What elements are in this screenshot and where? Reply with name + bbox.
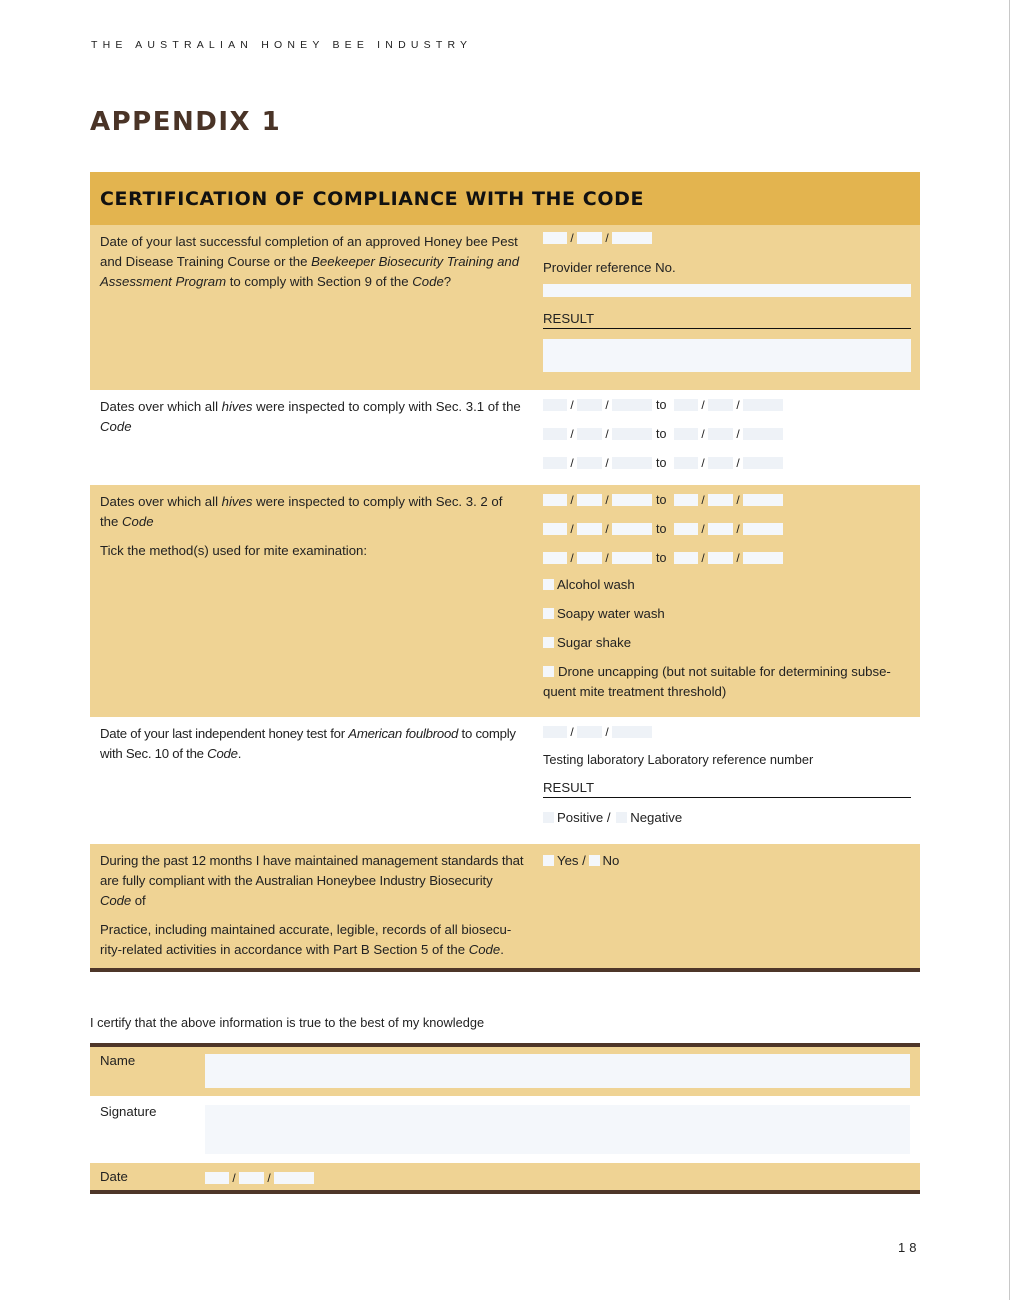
page-edge-divider bbox=[1009, 0, 1010, 1300]
year-input[interactable] bbox=[612, 726, 652, 738]
checkbox[interactable] bbox=[543, 666, 554, 677]
from-month-input[interactable] bbox=[577, 399, 602, 411]
from-month-input[interactable] bbox=[577, 457, 602, 469]
to-month-input[interactable] bbox=[708, 523, 733, 535]
from-month-input[interactable] bbox=[577, 523, 602, 535]
yes-no-options: Yes / No bbox=[543, 851, 910, 880]
to-month-input[interactable] bbox=[708, 552, 733, 564]
page-number: 18 bbox=[898, 1240, 921, 1255]
to-month-input[interactable] bbox=[708, 457, 733, 469]
to-year-input[interactable] bbox=[743, 428, 783, 440]
result-label: RESULT bbox=[543, 780, 911, 798]
checkbox[interactable] bbox=[543, 579, 554, 590]
question-inspection-3-2: Dates over which all hives were inspected to comply with Sec. 3. 2 of the Code Tick the method(s) used for mite examination: bbox=[90, 485, 534, 717]
provider-reference-input[interactable] bbox=[543, 284, 911, 297]
to-day-input[interactable] bbox=[674, 494, 698, 506]
from-month-input[interactable] bbox=[577, 428, 602, 440]
date-range-row: / / to / / bbox=[543, 428, 910, 457]
checkbox[interactable] bbox=[543, 637, 554, 648]
no-checkbox[interactable] bbox=[589, 855, 600, 866]
answer-training-course bbox=[534, 225, 920, 390]
row-inspection-3-2 bbox=[90, 485, 920, 717]
yes-checkbox[interactable] bbox=[543, 855, 554, 866]
row-management-standards bbox=[90, 844, 920, 968]
year-input[interactable] bbox=[612, 232, 652, 244]
from-year-input[interactable] bbox=[612, 428, 652, 440]
method-drone-uncapping[interactable]: Drone uncapping (but not suitable for determining subse-quent mite treatment threshold) bbox=[543, 664, 891, 699]
from-day-input[interactable] bbox=[543, 428, 567, 440]
checkbox[interactable] bbox=[543, 608, 554, 619]
name-label: Name bbox=[100, 1053, 136, 1068]
to-month-input[interactable] bbox=[708, 399, 733, 411]
form-title: CERTIFICATION OF COMPLIANCE WITH THE CODE bbox=[90, 172, 920, 225]
certify-statement: I certify that the above information is true to the best of my knowledge bbox=[90, 1015, 485, 1030]
row-training-course bbox=[90, 225, 920, 390]
answer-inspection-3-1 bbox=[534, 390, 920, 485]
result-options: Positive / Negative bbox=[543, 808, 910, 837]
to-month-input[interactable] bbox=[708, 428, 733, 440]
to-month-input[interactable] bbox=[708, 494, 733, 506]
certification-form bbox=[90, 172, 920, 972]
answer-inspection-3-2 bbox=[534, 485, 920, 717]
from-month-input[interactable] bbox=[577, 494, 602, 506]
from-day-input[interactable] bbox=[543, 457, 567, 469]
day-input[interactable] bbox=[543, 232, 567, 244]
question-inspection-3-1: Dates over which all hives were inspected to comply with Sec. 3.1 of the Code bbox=[100, 399, 521, 434]
date-range-row: / / to / / bbox=[543, 399, 910, 428]
row-inspection-3-1 bbox=[90, 390, 920, 485]
month-input[interactable] bbox=[239, 1172, 264, 1184]
signature-label: Signature bbox=[100, 1104, 157, 1119]
question-honey-test: Date of your last independent honey test for American foulbrood to comply with Sec. 10 of the Code. bbox=[100, 726, 516, 761]
to-day-input[interactable] bbox=[674, 523, 698, 535]
month-input[interactable] bbox=[577, 232, 602, 244]
positive-checkbox[interactable] bbox=[543, 812, 554, 823]
to-year-input[interactable] bbox=[743, 552, 783, 564]
date-label: Date bbox=[100, 1169, 128, 1184]
running-head: THE AUSTRALIAN HONEY BEE INDUSTRY bbox=[91, 39, 473, 51]
month-input[interactable] bbox=[577, 726, 602, 738]
negative-checkbox[interactable] bbox=[616, 812, 627, 823]
date-range-row: / / to / / bbox=[543, 494, 910, 523]
to-year-input[interactable] bbox=[743, 523, 783, 535]
from-year-input[interactable] bbox=[612, 552, 652, 564]
signature-block bbox=[90, 1043, 920, 1194]
date-range-row: / / to / / bbox=[543, 552, 910, 581]
to-day-input[interactable] bbox=[674, 428, 698, 440]
name-row bbox=[90, 1047, 920, 1096]
completion-date-field: / / bbox=[543, 232, 910, 254]
to-year-input[interactable] bbox=[743, 457, 783, 469]
method-soapy-water-wash[interactable]: Soapy water wash bbox=[543, 604, 910, 633]
from-year-input[interactable] bbox=[612, 399, 652, 411]
question-management-standards: During the past 12 months I have maintained management standards that are fully compliant with the Australian Honeybee Industry Biosecurity Code of Practice, including maintained accurate, legible, records of all biosecu-rity-related activities in accordance with Part B Section 5 of the Code. bbox=[100, 853, 524, 957]
day-input[interactable] bbox=[205, 1172, 229, 1184]
method-sugar-shake[interactable]: Sugar shake bbox=[543, 633, 910, 662]
to-year-input[interactable] bbox=[743, 399, 783, 411]
day-input[interactable] bbox=[543, 726, 567, 738]
tick-prompt: Tick the method(s) used for mite examination: bbox=[100, 543, 368, 558]
date-range-row: / / to / / bbox=[543, 457, 910, 486]
signature-date-field: / / bbox=[205, 1163, 314, 1190]
row-honey-test bbox=[90, 717, 920, 844]
name-input[interactable] bbox=[205, 1054, 910, 1088]
from-year-input[interactable] bbox=[612, 494, 652, 506]
from-year-input[interactable] bbox=[612, 457, 652, 469]
date-range-row: / / to / / bbox=[543, 523, 910, 552]
from-day-input[interactable] bbox=[543, 552, 567, 564]
honey-test-date-field: / / bbox=[543, 726, 910, 752]
date-row bbox=[90, 1163, 920, 1190]
to-day-input[interactable] bbox=[674, 457, 698, 469]
from-day-input[interactable] bbox=[543, 494, 567, 506]
appendix-title: APPENDIX 1 bbox=[90, 107, 282, 137]
to-year-input[interactable] bbox=[743, 494, 783, 506]
signature-row bbox=[90, 1096, 920, 1163]
from-month-input[interactable] bbox=[577, 552, 602, 564]
year-input[interactable] bbox=[274, 1172, 314, 1184]
signature-bottom-rule bbox=[90, 1190, 920, 1194]
from-day-input[interactable] bbox=[543, 523, 567, 535]
result-input[interactable] bbox=[543, 339, 911, 372]
from-year-input[interactable] bbox=[612, 523, 652, 535]
to-day-input[interactable] bbox=[674, 552, 698, 564]
signature-input[interactable] bbox=[205, 1105, 910, 1154]
method-alcohol-wash[interactable]: Alcohol wash bbox=[543, 575, 910, 604]
from-day-input[interactable] bbox=[543, 399, 567, 411]
answer-honey-test bbox=[534, 717, 920, 844]
form-bottom-rule bbox=[90, 968, 920, 972]
result-label: RESULT bbox=[543, 311, 911, 329]
question-training-course: Date of your last successful completion of an approved Honey bee Pest and Disease Training Course or the Beekeeper Biosecurity Training and Assessment Program to comply with Section 9 of the Code? bbox=[100, 234, 520, 289]
testing-laboratory-label: Testing laboratory Laboratory reference number bbox=[543, 752, 814, 767]
provider-reference-label: Provider reference No. bbox=[543, 260, 676, 275]
to-day-input[interactable] bbox=[674, 399, 698, 411]
answer-management-standards bbox=[534, 844, 920, 968]
